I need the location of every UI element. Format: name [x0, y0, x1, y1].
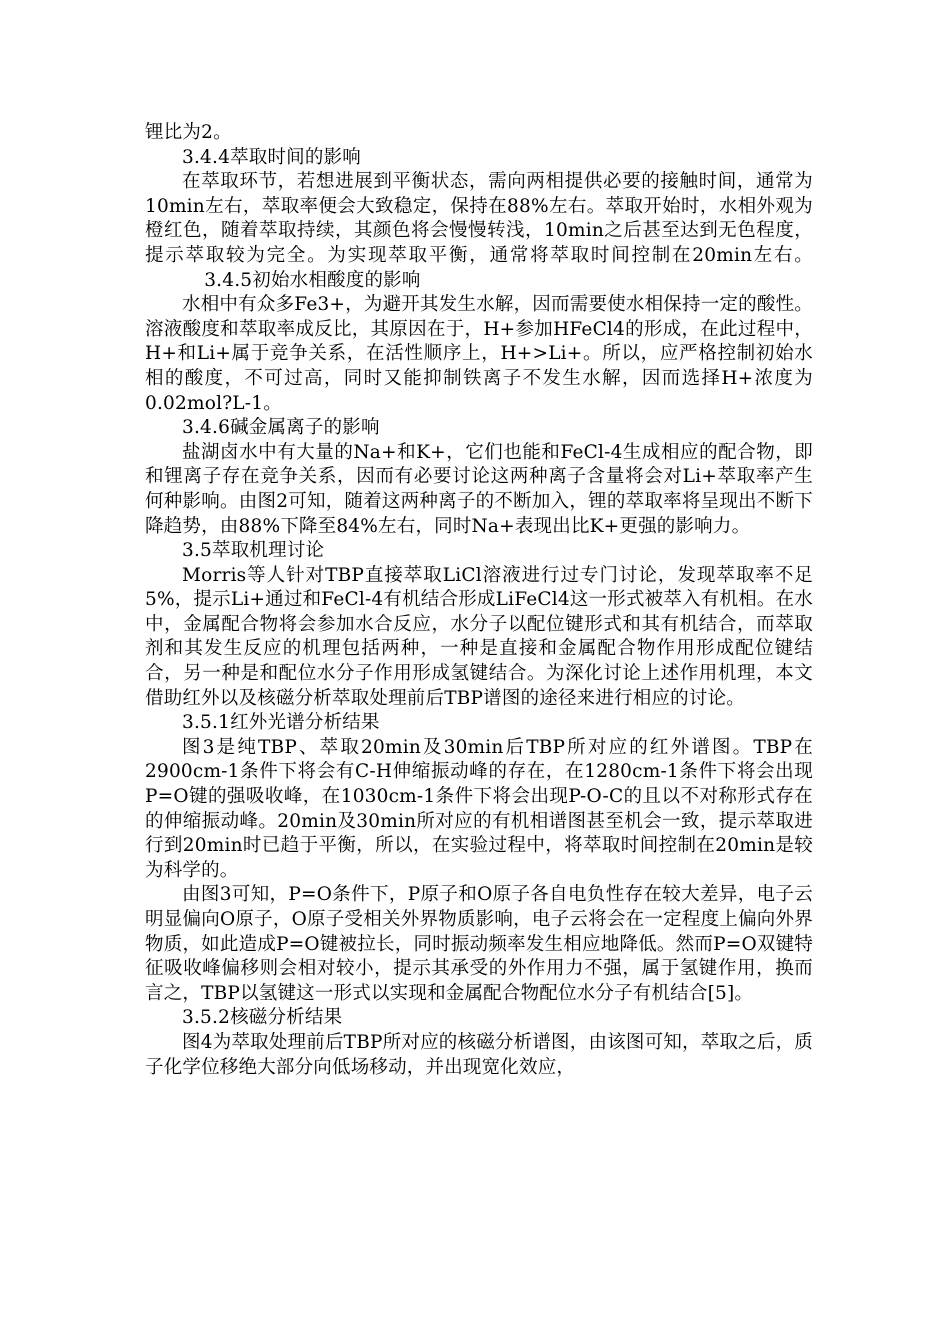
paragraph-3-5-2: 图4为萃取处理前后TBP所对应的核磁分析谱图，由该图可知，萃取之后，质子化学位移绝大部分向低场移动，并出现宽化效应，	[145, 1031, 813, 1078]
document-page	[145, 121, 813, 1080]
paragraph-3-4-6: 盐湖卤水中有大量的Na+和K+，它们也能和FeCl-4生成相应的配合物，即和锂离子存在竞争关系，因而有必要讨论这两种离子含量将会对Li+萃取率产生何种影响。由图2可知，随着这两种离子的不断加入，锂的萃取率将呈现出不断下降趋势，由88%下降至84%左右，同时Na+表现出比K+更强的影响力。	[145, 441, 813, 537]
paragraph-3-4-4-text: 在萃取环节，若想进展到平衡状态，需向两相提供必要的接触时间，通常为10min左右，萃取率便会大致稳定，保持在88%左右。萃取开始时，水相外观为橙红色，随着萃取持续，其颜色将会慢慢转浅，10min之后甚至达到无色程度，提示萃取较为完全。为实现萃取平衡，通常将萃取时间控制在20min左右。	[145, 171, 813, 266]
paragraph-3-4-5: 水相中有众多Fe3+，为避开其发生水解，因而需要使水相保持一定的酸性。溶液酸度和萃取率成反比，其原因在于，H+参加HFeCl4的形成，在此过程中，H+和Li+属于竞争关系，在活性顺序上，H+>Li+。所以，应严格控制初始水相的酸度，不可过高，同时又能抑制铁离子不发生水解，因而选择H+浓度为0.02mol?L-1。	[145, 294, 813, 414]
section-heading-3-5: 3.5萃取机理讨论	[182, 540, 325, 562]
paragraph-3-5-1-b: 由图3可知，P=O条件下，P原子和O原子各自电负性存在较大差异，电子云明显偏向O原子，O原子受相关外界物质影响，电子云将会在一定程度上偏向外界物质，如此造成P=O键被拉长，同时振动频率发生相应地降低。然而P=O双键特征吸收峰偏移则会相对较小，提示其承受的外作用力不强，属于氢键作用，换而言之，TBP以氢键这一形式以实现和金属配合物配位水分子有机结合[5]。	[145, 884, 813, 1004]
section-heading-3-4-6: 3.4.6碱金属离子的影响	[182, 417, 380, 439]
paragraph-3-4-4	[145, 170, 813, 293]
section-heading-3-4-4: 3.4.4萃取时间的影响	[182, 146, 361, 168]
section-heading-3-5-1: 3.5.1红外光谱分析结果	[182, 712, 380, 734]
intro-paragraph: 锂比为2。	[145, 122, 232, 143]
paragraph-3-5-1-a: 图3是纯TBP、萃取20min及30min后TBP所对应的红外谱图。TBP在2900cm-1条件下将会有C-H伸缩振动峰的存在，在1280cm-1条件下将会出现P=O键的强吸收峰，在1030cm-1条件下将会出现P-O-C的且以不对称形式存在的伸缩振动峰。20min及30min所对应的有机相谱图甚至机会一致，提示萃取进行到20min时已趋于平衡，所以，在实验过程中，将萃取时间控制在20min是较为科学的。	[145, 736, 813, 881]
section-heading-3-5-2: 3.5.2核磁分析结果	[182, 1007, 343, 1029]
section-heading-3-4-5: 3.4.5初始水相酸度的影响	[204, 269, 421, 291]
paragraph-3-5: Morris等人针对TBP直接萃取LiCl溶液进行过专门讨论，发现萃取率不足5%，提示Li+通过和FeCl-4有机结合形成LiFeCl4这一形式被萃入有机相。在水中，金属配合物将会参加水合反应，水分子以配位键形式和其有机结合，而萃取剂和其发生反应的机理包括两种，一种是直接和金属配合物作用形成配位键结合，另一种是和配位水分子作用形成氢键结合。为深化讨论上述作用机理，本文借助红外以及核磁分析萃取处理前后TBP谱图的途径来进行相应的讨论。	[145, 564, 813, 709]
